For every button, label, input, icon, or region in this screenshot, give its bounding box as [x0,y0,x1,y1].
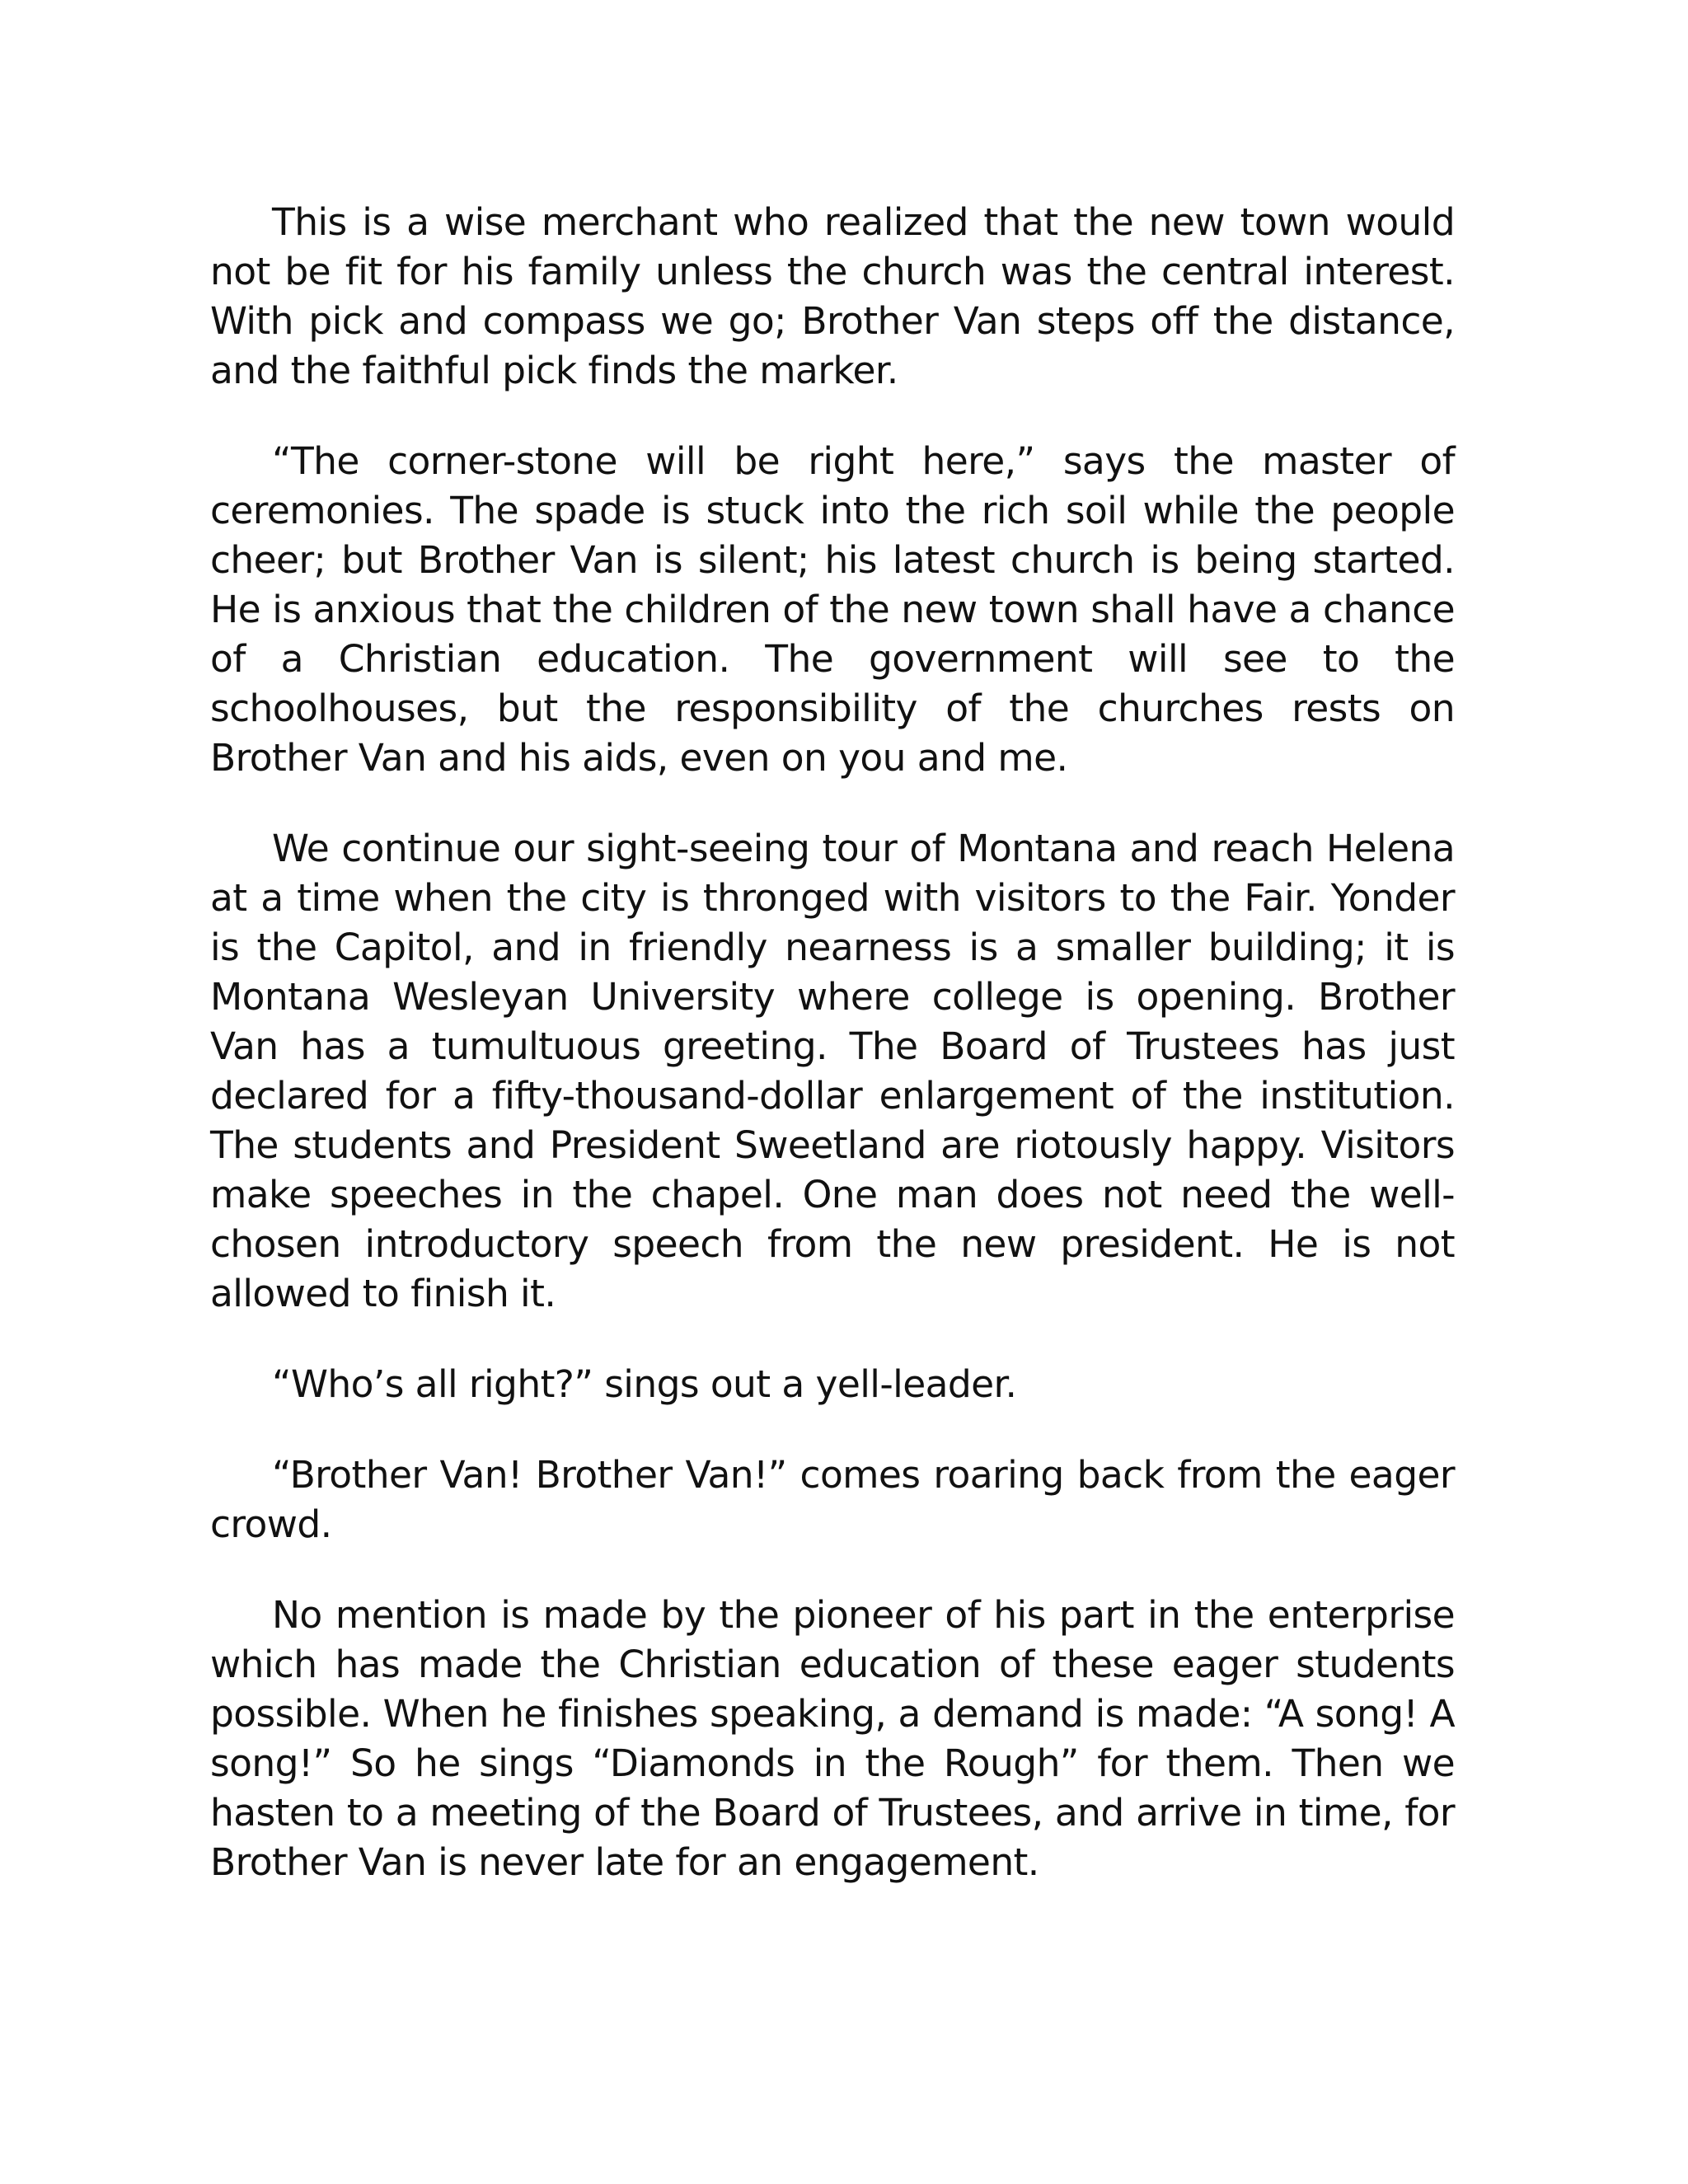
paragraph-merchant: This is a wise merchant who realized that the new town would not be fit for his family unless the church was the central interest. With pick and compass we go; Brother Van steps off the distance, and the faithful pick finds the marker. [210,200,1455,392]
paragraph-yell-leader: “Who’s all right?” sings out a yell-leader. [272,1362,1017,1406]
paragraph-crowd-reply: “Brother Van! Brother Van!” comes roaring back from the eager crowd. [210,1453,1455,1546]
paragraph-corner-stone: “The corner-stone will be right here,” says the master of ceremonies. The spade is stuck into the rich soil while the people cheer; but Brother Van is silent; his latest church is being started. He is anxious that the children of the new town shall have a chance of a Christian education. The government will see to the schoolhouses, but the responsibility of the churches rests on Brother Van and his aids, even on you and me. [210,439,1455,780]
paragraph-song: No mention is made by the pioneer of his part in the enterprise which has made the Christian education of these eager students possible. When he finishes speaking, a demand is made: “A song! A song!” So he sings “Diamonds in the Rough” for them. Then we hasten to a meeting of the Board of Trustees, and arrive in time, for Brother Van is never late for an engagement. [210,1593,1455,1884]
paragraph-helena: We continue our sight-seeing tour of Montana and reach Helena at a time when the city is thronged with visitors to the Fair. Yonder is the Capitol, and in friendly nearness is a smaller building; it is Montana Wesleyan University where college is opening. Brother Van has a tumultuous greeting. The Board of Trustees has just declared for a fifty-thousand-dollar enlargement of the institution. The students and President Sweetland are riotously happy. Visitors make speeches in the chapel. One man does not need the well-chosen introductory speech from the new president. He is not allowed to finish it. [210,827,1455,1315]
body-text [210,198,1455,1929]
